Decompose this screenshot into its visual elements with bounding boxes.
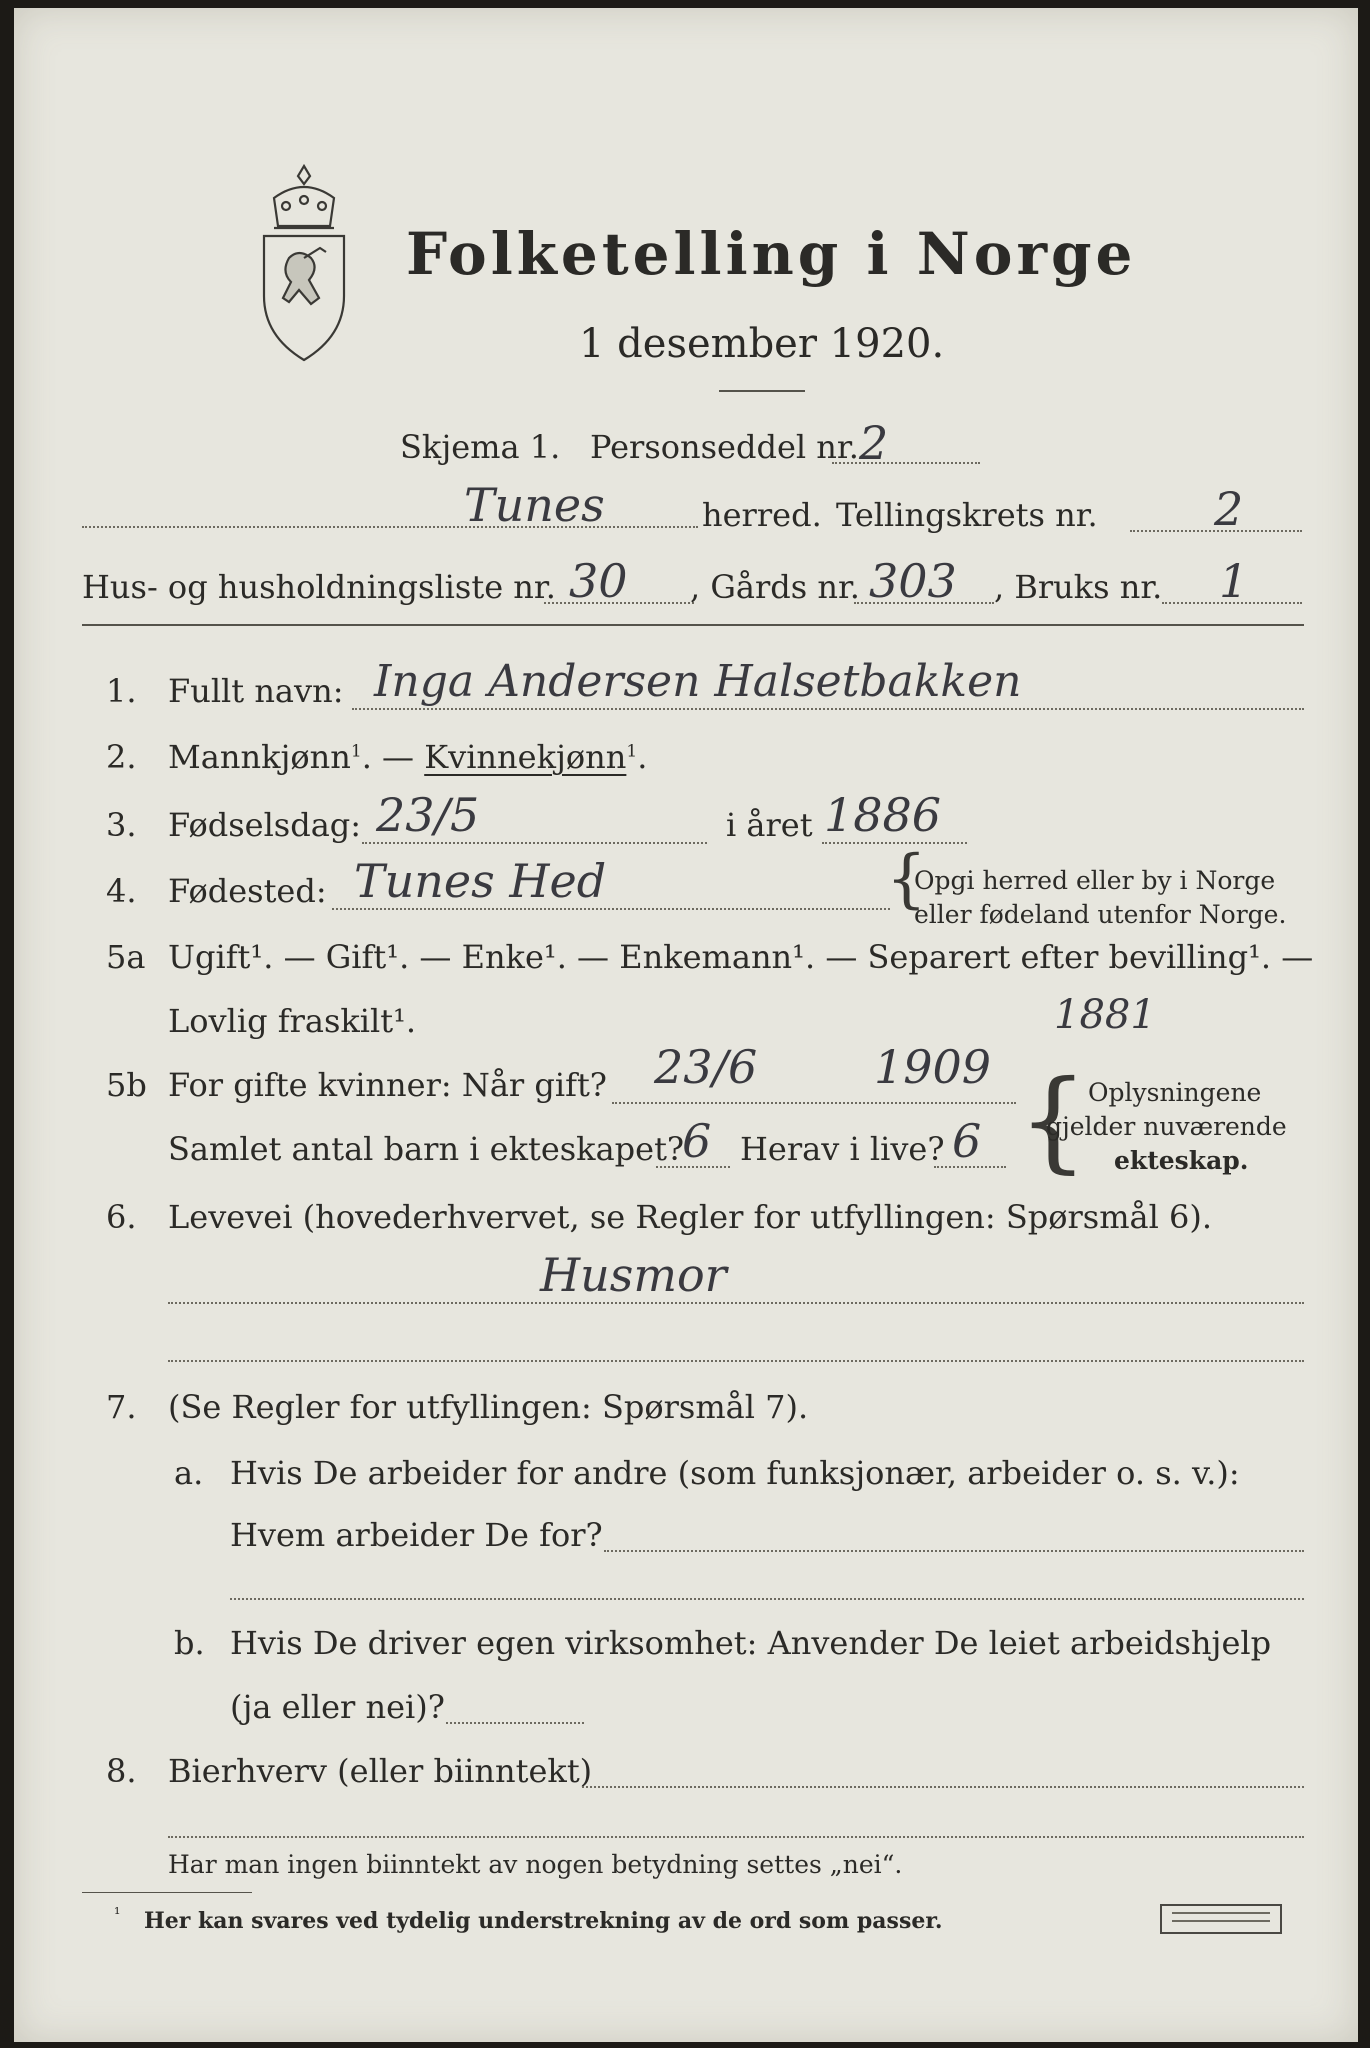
q5b-brace: { <box>1018 1056 1088 1184</box>
q1-label: Fullt navn: <box>168 672 344 710</box>
q1-full-name-value[interactable]: Inga Andersen Halsetbakken <box>374 656 1022 707</box>
q7b-text: Hvis De driver egen virksomhet: Anvender De leiet arbeidshjelp <box>230 1624 1272 1662</box>
q3-label: Fødselsdag: <box>168 806 362 844</box>
q2-female-option[interactable]: Kvinnekjønn <box>424 738 627 776</box>
q4-brace: { <box>886 842 927 916</box>
q8-label: Bierhverv (eller biinntekt) <box>168 1752 593 1790</box>
q4-note-line1: Opgi herred eller by i Norge <box>914 866 1276 895</box>
q3-year-value[interactable]: 1886 <box>824 788 942 842</box>
q5b-alive-label: Herav i live? <box>740 1130 945 1168</box>
title-divider <box>719 390 805 392</box>
q7-label: (Se Regler for utfyllingen: Spørsmål 7). <box>168 1388 809 1426</box>
q7b-letter: b. <box>174 1624 205 1662</box>
tellingskrets-label: Tellingskrets nr. <box>836 496 1098 534</box>
q7a-employer-field[interactable] <box>604 1550 1304 1552</box>
q6-number: 6. <box>106 1198 137 1236</box>
footnote-divider <box>82 1892 252 1893</box>
q5b-children-value[interactable]: 6 <box>682 1114 712 1168</box>
personseddel-value[interactable]: 2 <box>859 416 889 470</box>
q5a-number: 5a <box>106 938 146 976</box>
q8-number: 8. <box>106 1752 137 1790</box>
q5b-note-line1: Oplysningene <box>1088 1078 1262 1107</box>
q3-year-label: i året <box>726 806 813 844</box>
q5b-marriage-year-value[interactable]: 1909 <box>874 1040 992 1094</box>
q5b-note-line3: ekteskap. <box>1114 1146 1249 1175</box>
q7-number: 7. <box>106 1388 137 1426</box>
q8-note: Har man ingen biinntekt av nogen betydning settes „nei“. <box>168 1850 903 1879</box>
coat-of-arms-icon <box>244 158 364 368</box>
bruks-value[interactable]: 1 <box>1219 554 1249 608</box>
census-date: 1 desember 1920. <box>579 321 945 367</box>
q3-birthdate-value[interactable]: 23/5 <box>376 788 480 842</box>
q8-answer-field[interactable] <box>582 1786 1304 1788</box>
personseddel-label: Personseddel nr. <box>590 428 859 466</box>
q4-note-line2: eller fødeland utenfor Norge. <box>914 900 1287 929</box>
gards-label: , Gårds nr. <box>690 568 860 606</box>
q7a-text: Hvis De arbeider for andre (som funksjonær, arbeider o. s. v.): <box>230 1454 1240 1492</box>
q5b-alive-value[interactable]: 6 <box>952 1114 982 1168</box>
q4-label: Fødested: <box>168 872 327 910</box>
q5b-children-label: Samlet antal barn i ekteskapet? <box>168 1130 685 1168</box>
q5a-options[interactable]: Ugift¹. — Gift¹. — Enke¹. — Enkemann¹. — Separert efter bevilling¹. — <box>168 938 1314 976</box>
q7b-text2: (ja eller nei)? <box>230 1688 445 1726</box>
q6-label: Levevei (hovederhvervet, se Regler for utfyllingen: Spørsmål 6). <box>168 1198 1213 1236</box>
q2-options[interactable]: Mannkjønn$^1$. — Kvinnekjønn$^1$. <box>168 738 648 776</box>
form-title: Folketelling i Norge <box>406 220 1137 288</box>
q7a-text2: Hvem arbeider De for? <box>230 1516 603 1554</box>
q5a-options-line2[interactable]: Lovlig fraskilt¹. <box>168 1002 417 1040</box>
q1-number: 1. <box>106 672 137 710</box>
hus-value[interactable]: 30 <box>569 554 628 608</box>
herred-label: herred. <box>702 496 822 534</box>
footnote-text: Her kan svares ved tydelig understrekning av de ord som passer. <box>144 1908 943 1934</box>
tellingskrets-value[interactable]: 2 <box>1214 482 1244 536</box>
q3-number: 3. <box>106 806 137 844</box>
footnote-mark: ¹ <box>114 1904 121 1923</box>
q4-number: 4. <box>106 872 137 910</box>
q5b-label: For gifte kvinner: Når gift? <box>168 1066 607 1104</box>
q4-birthplace-value[interactable]: Tunes Hed <box>354 854 607 908</box>
q5b-marriage-day-value[interactable]: 23/6 <box>654 1040 758 1094</box>
q5b-note-line2: gjelder nuværende <box>1046 1112 1287 1141</box>
skjema-label: Skjema 1. <box>400 428 561 466</box>
herred-value[interactable]: Tunes <box>464 478 605 532</box>
q6-occupation-value[interactable]: Husmor <box>540 1248 727 1302</box>
q5b-number: 5b <box>106 1066 147 1104</box>
census-form-sheet <box>14 8 1358 2042</box>
q2-male-option[interactable]: Mannkjønn <box>168 738 351 776</box>
hus-label: Hus- og husholdningsliste nr. <box>82 568 556 606</box>
printer-stamp <box>1160 1904 1282 1934</box>
q7a-letter: a. <box>174 1454 204 1492</box>
gards-value[interactable]: 303 <box>869 554 957 608</box>
q7b-answer-field[interactable] <box>446 1722 584 1724</box>
header-divider <box>82 624 1304 626</box>
q2-number: 2. <box>106 738 137 776</box>
q5a-handwritten-note: 1881 <box>1054 992 1156 1038</box>
bruks-label: , Bruks nr. <box>994 568 1163 606</box>
